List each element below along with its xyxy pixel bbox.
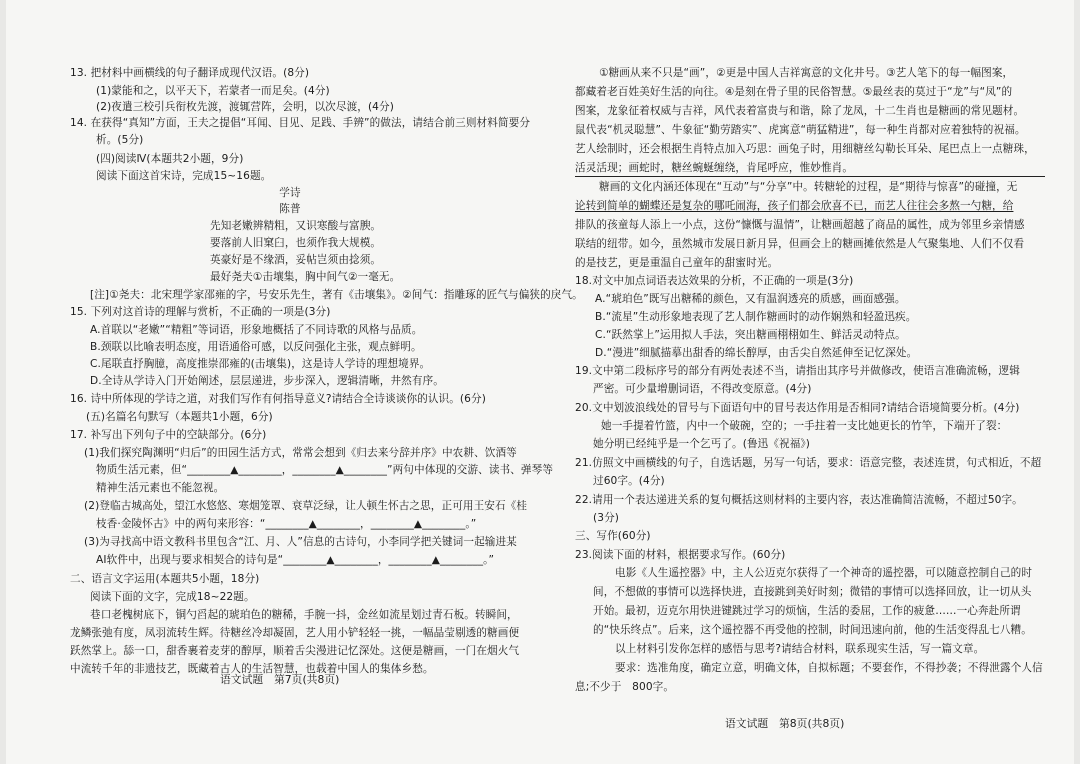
- q16-line: 16. 诗中所体现的学诗之道，对我们写作有何指导意义?请结合全诗谈谈你的认识。(6分): [70, 393, 486, 405]
- q17-item-3-blanks: AI软件中，出现与要求相契合的诗句是“________▲________，________▲________。”: [96, 554, 495, 566]
- essay-line-2: 间，不想做的事情可以选择快进，直接跳到美好时刻；微错的事情可以选择回放，让一切从头: [593, 586, 1032, 598]
- section-4-heading: (四)阅读Ⅳ(本题共2小题，9分): [96, 153, 244, 165]
- q17-item-2-blanks: 枝香·金陵怀古》中的两句来形容：“________▲________，________▲________。”: [96, 518, 477, 530]
- para2-line-1: ①糖画从来不只是“画”，②更是中国人吉祥寓意的文化井号。③艺人笔下的每一幅图案，: [599, 67, 1014, 79]
- poem-title: 学诗: [279, 187, 301, 199]
- q15-option-b: B.颈联以比喻表明态度，用语通俗可感，以反问强化主张，观点鲜明。: [90, 341, 422, 353]
- para3-line-5: 的是技艺，更是重温自己童年的甜蜜时光。: [575, 257, 779, 269]
- section-5-heading: (五)名篇名句默写（本题共1小题，6分): [86, 411, 273, 423]
- q18-line: 18.对文中加点词语表达效果的分析，不正确的一项是(3分): [575, 275, 854, 287]
- q13-line: 13. 把材料中画横线的句子翻译成现代汉语。(8分): [70, 67, 310, 79]
- q21-line-cont: 过60字。(4分): [593, 475, 665, 487]
- essay-line-4: 的“快乐终点”。后来，这个遥控器不再受他的控制，时间迅速向前，他的生活变得乱七八糟。: [593, 624, 1032, 636]
- q15-option-c: C.尾联直抒胸臆，高度推崇邵雍的(击壤集)，这是诗人学诗的理想境界。: [90, 358, 431, 370]
- poem-line-4: 最好尧夫①击壤集，胸中间气②一毫无。: [210, 271, 401, 283]
- q18-option-c: C.“跃然掌上”运用拟人手法，突出糖画栩栩如生、鲜活灵动特点。: [595, 329, 906, 341]
- para3-line-4: 联结的纽带。如今，虽然城市发展日新月异，但画会上的糖画摊依然是人气聚集地、人们不仅看: [575, 238, 1025, 250]
- q20-quote-line-2: 她分明已经纯乎是一个乞丐了。(鲁迅《祝福》): [593, 438, 811, 450]
- poem-line-2: 要落前人旧窠臼，也须作我大规模。: [210, 237, 382, 249]
- essay-requirements: 要求：选准角度，确定立意，明确文体，自拟标题；不要套作，不得抄袭；不得泄露个人信: [615, 662, 1043, 674]
- q17-line: 17. 补写出下列句子中的空缺部分。(6分): [70, 429, 267, 441]
- q17-item-1-cont: 精神生活元素也不能忽视。: [96, 482, 225, 494]
- poem-line-1: 先知老嫩辨精粗，又识寒酸与富腴。: [210, 220, 382, 232]
- q17-item-2: (2)登临古城高处，望江水悠悠、寒烟笼罩、衰草泛绿，让人顿生怀古之思，正可用王安石《桂: [84, 500, 528, 512]
- para2-line-2: 都藏着老百姓美好生活的向往。④是刻在骨子里的民俗智慧。⑤最丝表的莫过于“龙”与“凤”的: [575, 86, 1013, 98]
- right-page: [575, 0, 1045, 764]
- poem-line-3: 英豪好是不缘酒，妥帖岂须由捻须。: [210, 254, 382, 266]
- q15-option-d: D.全诗从学诗入门开始阐述，层层递进，步步深入，逻辑清晰，井然有序。: [90, 375, 444, 387]
- right-page-footer: 语文试题 第8页(共8页): [725, 717, 845, 730]
- q22-line: 22.请用一个表达递进关系的复句概括这则材料的主要内容，表达准确简洁流畅，不超过50字。: [575, 494, 1023, 506]
- poem-note: [注]①尧夫：北宋理学家邵雍的字，号安乐先生，著有《击壤集》。②间气：指雕琢的匠气与偏狭的戾气。: [90, 289, 583, 301]
- para3-line-1: 糖画的文化内涵还体现在“互动”与“分享”中。转糖轮的过程，是“期待与惊喜”的碰撞，无: [599, 181, 1018, 193]
- para2-line-3: 图案，龙象征着权威与吉祥，风代表着富贵与和谐，除了龙凤，十二生肖也是糖画的常见题材。: [575, 105, 1025, 117]
- q23-line: 23.阅读下面的材料，根据要求写作。(60分): [575, 549, 786, 561]
- passage-line-3: 跃然掌上。舔一口，甜香裹着麦芽的醇厚，顺着舌尖漫进记忆深处。这便是糖画，一门在烟火气: [70, 645, 520, 657]
- para3-line-3: 排队的孩童每人添上一小点，这份“慷慨与温情”，让糖画超越了商品的属性，成为邻里乡亲情感: [575, 219, 1025, 231]
- q15-option-a: A.首联以“老嫩”“精粗”等词语，形象地概括了不同诗歌的风格与品质。: [90, 324, 423, 336]
- para2-line-4: 鼠代表“机灵聪慧”、牛象征“勤劳踏实”、虎寓意“萌猛精进”，每一种生肖都对应着独特的祝福。: [575, 124, 1026, 136]
- q22-line-cont: (3分): [593, 512, 619, 524]
- left-page-edge: [0, 0, 6, 764]
- essay-requirements-cont: 息;不少于 800字。: [575, 681, 675, 693]
- q17-item-1: (1)我们探究陶渊明“归后”的田园生活方式，常常会想到《归去来兮辞并序》中农耕、饮酒等: [84, 447, 517, 459]
- para2-line-5: 艺人绘制时，还会根据生肖特点加入巧思：画兔子时，用细糖丝勾勒长耳朵、尾巴点上一点糖珠，: [575, 143, 1035, 155]
- essay-line-3: 开始。最初，迈克尔用快进键跳过学习的烦恼，生活的委屈，工作的疲惫……一心奔赴所谓: [593, 605, 1021, 617]
- passage-line-4: 中流转千年的非遗技艺，既藏着古人的生活智慧，也载着中国人的集体乡愁。: [70, 663, 434, 675]
- q20-quote-line-1: 她一手提着竹篮，内中一个破碗，空的；一手拄着一支比她更长的竹竿，下端开了裂：: [601, 420, 1008, 432]
- q13-item-1: (1)蒙能和之，以平天下，若蒙者一而足矣。(4分): [96, 85, 330, 97]
- poem-instruction: 阅读下面这首宋诗，完成15~16题。: [96, 170, 272, 182]
- para3-line-2: 论转到简单的蝴蝶还是复杂的哪吒闹海，孩子们都会欣喜不已，而艺人往往会多熬一勺糖，给: [575, 200, 1014, 212]
- underline-rule: [575, 176, 1045, 177]
- part-2-heading: 二、语言文字运用(本题共5小题，18分): [70, 573, 260, 585]
- q19-line: 19.文中第二段标序号的部分有两处表述不当，请指出其序号并做修改，使语言准确流畅，逻辑: [575, 365, 1020, 377]
- q18-option-d: D.“漫进”细腻描摹出甜香的绵长醇厚，由舌尖自然延伸至记忆深处。: [595, 347, 918, 359]
- q14-line-cont: 析。(5分): [96, 134, 144, 146]
- right-page-edge: [1074, 0, 1080, 764]
- essay-line-1: 电影《人生遥控器》中，主人公迈克尔获得了一个神奇的遥控器，可以随意控制自己的时: [615, 567, 1033, 579]
- passage-line-1: 巷口老槐树底下，铜勺舀起的琥珀色的糖稀，手腕一抖，金丝如流星划过青石板。转瞬间，: [90, 609, 518, 621]
- q17-item-1-blanks: 物质生活元素，但“________▲________，________▲________”两句中体现的交游、读书、弹琴等: [96, 464, 554, 476]
- para2-line-6: 活灵活现；画蛇时，糖丝蜿蜒缠绕，肯尾呼应，惟妙惟肖。: [575, 162, 854, 174]
- left-page-footer: 语文试题 第7页(共8页): [220, 673, 340, 686]
- q17-item-3: (3)为寻找高中语文教科书里包含“江、月、人”信息的古诗句，小李同学把关键词一起输进某: [84, 536, 517, 548]
- q20-line: 20.文中划波浪线处的冒号与下面语句中的冒号表达作用是否相同?请结合语境简要分析。(4分): [575, 402, 1020, 414]
- passage-line-2: 龙鳞张弛有度，凤羽流转生辉。待糖丝冷却凝固，艺人用小铲轻轻一挑，一幅晶莹剔透的糖画便: [70, 627, 520, 639]
- q21-line: 21.仿照文中画横线的句子，自选话题，另写一句话，要求：语意完整，表述连贯，句式相近，不超: [575, 457, 1042, 469]
- part-3-heading: 三、写作(60分): [575, 530, 651, 542]
- q13-item-2: (2)夜遣三校引兵衔枚先渡，渡辄营阵，会明，以次尽渡，(4分): [96, 101, 394, 113]
- q18-option-a: A.“琥珀色”既写出糖稀的颜色，又有温润透亮的质感，画面感强。: [595, 293, 906, 305]
- q19-line-cont: 严密。可少量增删词语，不得改变原意。(4分): [593, 383, 812, 395]
- q14-line: 14. 在获得“真知”方面，王夫之提倡“耳闻、目见、足践、手辨”的做法，请结合前三则材料简要分: [70, 117, 531, 129]
- left-page: [70, 0, 583, 764]
- passage-instruction: 阅读下面的文字，完成18~22题。: [90, 591, 255, 603]
- essay-prompt: 以上材料引发你怎样的感悟与思考?请结合材料，联系现实生活，写一篇文章。: [615, 643, 985, 655]
- q15-line: 15. 下列对这首诗的理解与赏析，不正确的一项是(3分): [70, 306, 331, 318]
- q18-option-b: B.“流星”生动形象地表现了艺人制作糖画时的动作娴熟和轻盈迅疾。: [595, 311, 917, 323]
- poem-author: 陈普: [279, 203, 301, 215]
